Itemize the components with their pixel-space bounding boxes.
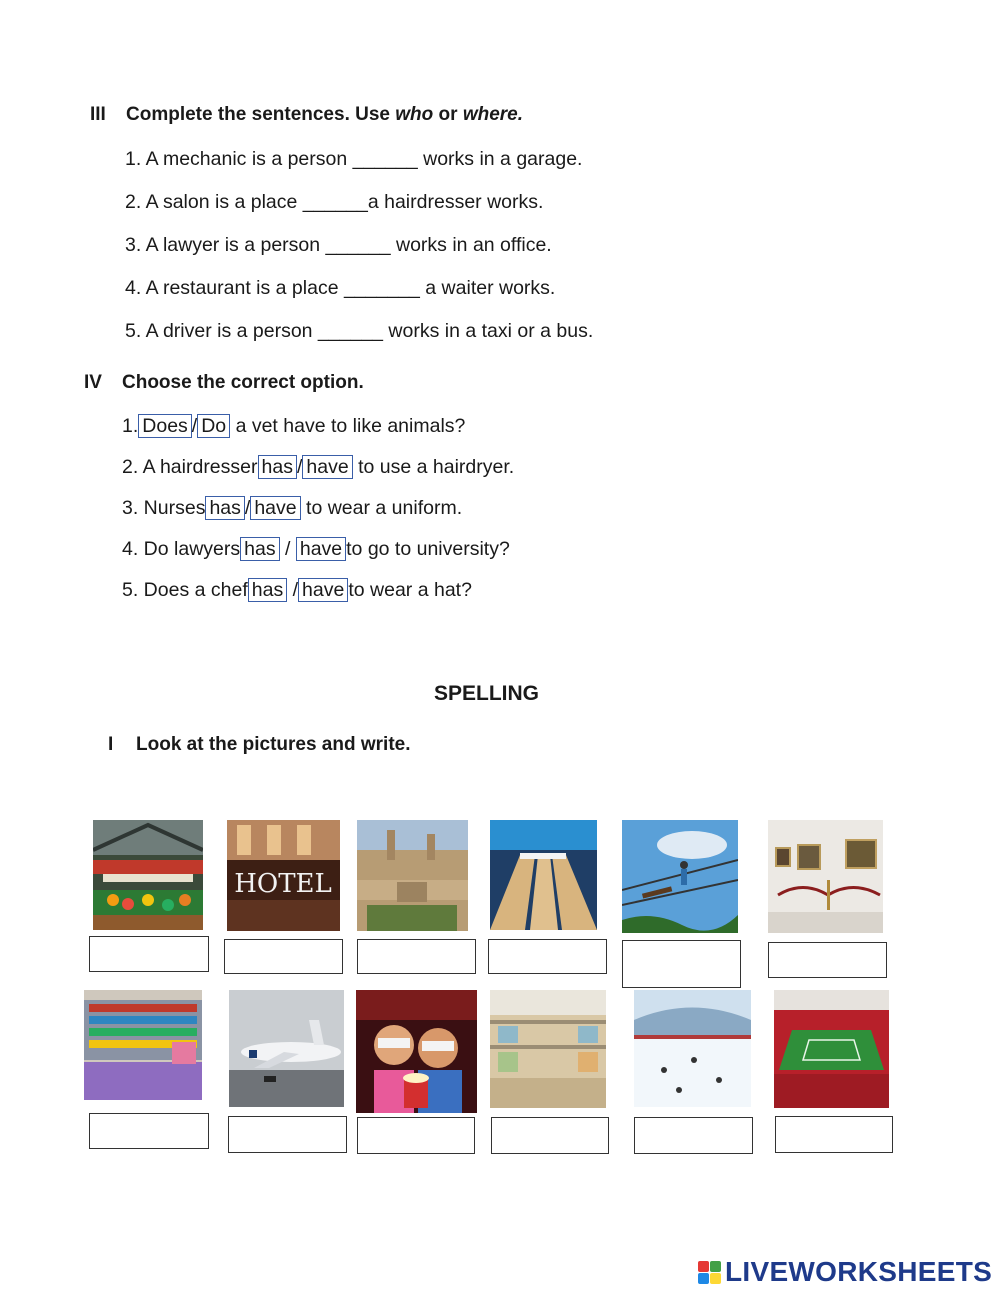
hotel-picture [227,820,340,931]
sentence-3-4: 4. A restaurant is a place _______ a waiter works. [125,277,556,299]
answer-input-2[interactable] [224,939,343,974]
answer-input-5[interactable] [622,940,741,988]
market-picture [93,820,203,930]
adventure-park-picture [622,820,738,933]
option-have[interactable]: have [296,537,346,561]
shopping-mall-picture [490,990,606,1108]
stadium-picture [774,990,889,1108]
option-has[interactable]: has [205,496,244,520]
logo-text: LIVEWORKSHEETS [725,1256,993,1287]
university-picture [357,820,468,931]
hotel-sign-text: HOTEL [234,869,332,899]
airport-picture [229,990,344,1107]
option-have[interactable]: have [302,455,352,479]
answer-input-3[interactable] [357,939,476,974]
answer-input-9[interactable] [357,1117,475,1154]
option-does[interactable]: Does [138,414,192,438]
section-3-heading [90,104,523,126]
choice-item-2: 2. A hairdresser has / have to use a hairdryer. [122,456,515,478]
library-picture [84,990,202,1100]
choice-item-1: 1. Does / Do a vet have to like animals? [122,415,466,437]
choice-item-3: 3. Nurses has / have to wear a uniform. [122,497,463,519]
spelling-heading [108,734,411,756]
sentence-3-2: 2. A salon is a place ______a hairdresser works. [125,191,544,213]
logo-mark-icon [698,1261,721,1284]
spelling-instruction: Look at the pictures and write. [136,734,411,755]
cinema-picture [356,990,477,1113]
option-has[interactable]: has [240,537,279,561]
ice-rink-picture [634,990,751,1107]
spelling-number: I [108,734,114,755]
sentence-3-5: 5. A driver is a person ______ works in a taxi or a bus. [125,320,594,342]
liveworksheets-logo [698,1256,992,1288]
option-do[interactable]: Do [197,414,230,438]
option-have[interactable]: have [298,578,348,602]
answer-input-1[interactable] [89,936,209,972]
answer-input-11[interactable] [634,1117,753,1154]
choice-item-4: 4. Do lawyers has / have to go to university? [122,538,510,560]
option-have[interactable]: have [250,496,300,520]
section-4-heading [84,372,364,394]
answer-input-10[interactable] [491,1117,609,1154]
option-has[interactable]: has [248,578,287,602]
section-4-instruction: Choose the correct option. [122,372,364,393]
spelling-title: SPELLING [434,682,540,705]
section-3-instruction: Complete the sentences. Use who or where. [126,104,524,125]
answer-input-12[interactable] [775,1116,893,1153]
museum-picture [768,820,883,933]
sentence-3-1: 1. A mechanic is a person ______ works in a garage. [125,148,583,170]
choice-item-5: 5. Does a chef has / have to wear a hat? [122,579,472,601]
answer-input-6[interactable] [768,942,887,978]
answer-input-7[interactable] [89,1113,209,1149]
section-3-number: III [90,104,106,125]
bowling-alley-picture [490,820,597,930]
section-4-number: IV [84,372,102,393]
answer-input-4[interactable] [488,939,607,974]
sentence-3-3: 3. A lawyer is a person ______ works in an office. [125,234,552,256]
answer-input-8[interactable] [228,1116,347,1153]
option-has[interactable]: has [258,455,297,479]
